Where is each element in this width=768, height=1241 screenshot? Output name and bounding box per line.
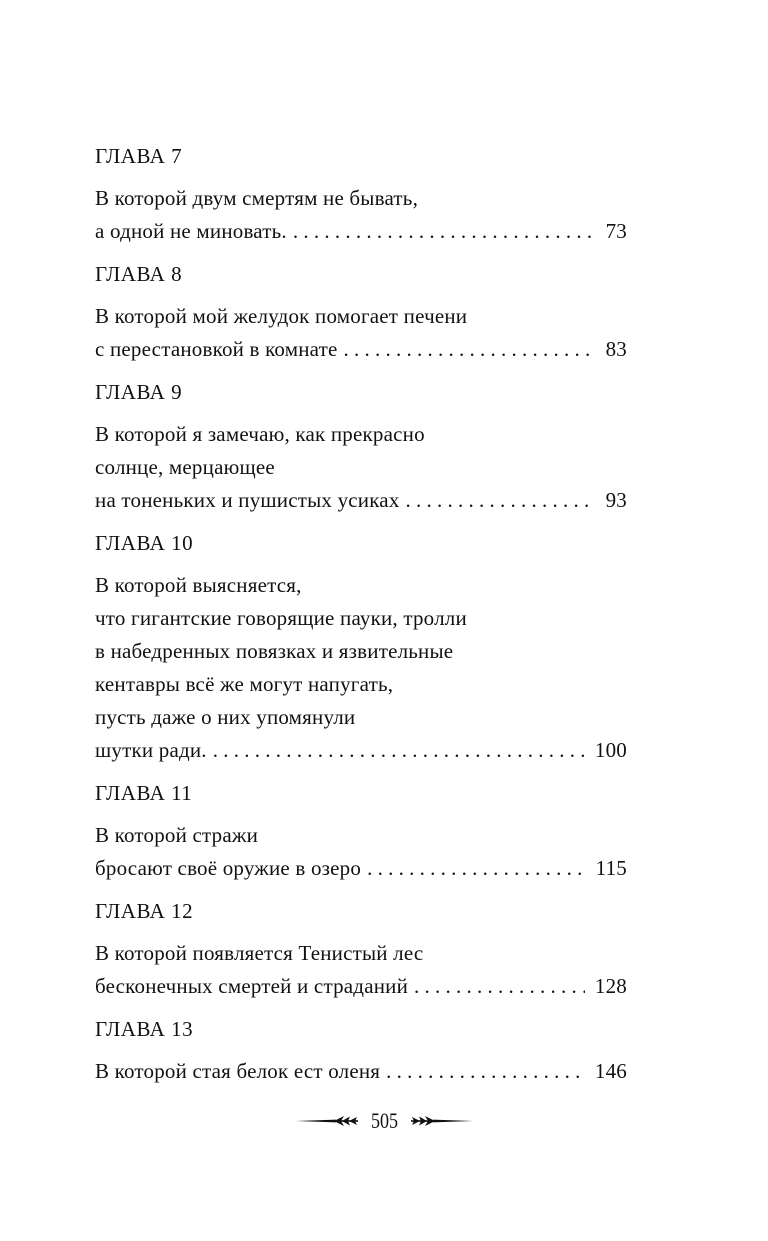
chapter-title: ГЛАВА 13 [95,1017,194,1041]
toc-chapter-13 [95,1013,627,1088]
chapter-desc-line: В которой мой желудок помогает печени [95,304,468,328]
dot-leader [406,484,596,517]
page-number: 505 [370,1108,398,1133]
page-reference: 128 [594,974,627,998]
dot-leader [344,333,596,366]
toc-chapter-7 [95,140,627,248]
toc-entry-row[interactable] [95,484,627,517]
table-of-contents [95,140,627,1098]
ornament-right-icon [411,1113,473,1129]
toc-chapter-11 [95,777,627,885]
chapter-desc-line: В которой выясняется, [95,573,302,597]
page-reference: 73 [605,219,627,243]
toc-chapter-9 [95,376,627,517]
toc-entry-row[interactable] [95,970,627,1003]
dot-leader [367,852,586,885]
dot-leader [213,734,585,767]
chapter-desc-line: В которой стая белок ест оленя [95,1059,381,1083]
page-reference: 83 [605,337,627,361]
chapter-desc-line: В которой стражи [95,823,259,847]
page-reference: 93 [605,488,627,512]
toc-entry-row[interactable] [95,215,627,248]
chapter-desc-line: пусть даже о них упомянули [95,705,356,729]
ornament-left-icon [296,1113,358,1129]
chapter-title: ГЛАВА 11 [95,781,193,805]
chapter-title: ГЛАВА 7 [95,144,183,168]
dot-leader [293,215,596,248]
chapter-desc-line: что гигантские говорящие пауки, тролли [95,606,467,630]
page-reference: 115 [595,856,627,880]
toc-chapter-8 [95,258,627,366]
chapter-desc-line: с перестановкой в комнате [95,337,338,361]
chapter-desc-line: в набедренных повязках и язвительные [95,639,454,663]
toc-entry-row[interactable] [95,734,627,767]
dot-leader [414,970,585,1003]
page-reference: 146 [594,1059,627,1083]
toc-entry-row[interactable] [95,1055,627,1088]
toc-chapter-10 [95,527,627,767]
chapter-desc-line: В которой появляется Тенистый лес [95,941,424,965]
dot-leader [386,1055,585,1088]
chapter-desc-line: на тоненьких и пушистых усиках [95,488,400,512]
chapter-desc-line: шутки ради. [95,738,207,762]
toc-entry-row[interactable] [95,852,627,885]
page-reference: 100 [594,738,627,762]
chapter-title: ГЛАВА 9 [95,380,183,404]
chapter-title: ГЛАВА 8 [95,262,183,286]
toc-chapter-12 [95,895,627,1003]
page-footer [0,1108,768,1134]
chapter-desc-line: солнце, мерцающее [95,455,275,479]
chapter-desc-line: а одной не миновать. [95,219,287,243]
chapter-title: ГЛАВА 12 [95,899,194,923]
chapter-desc-line: В которой двум смертям не бывать, [95,186,419,210]
chapter-title: ГЛАВА 10 [95,531,194,555]
chapter-desc-line: В которой я замечаю, как прекрасно [95,422,425,446]
chapter-desc-line: кентавры всё же могут напугать, [95,672,394,696]
chapter-desc-line: бросают своё оружие в озеро [95,856,362,880]
chapter-desc-line: бесконечных смертей и страданий [95,974,409,998]
toc-entry-row[interactable] [95,333,627,366]
